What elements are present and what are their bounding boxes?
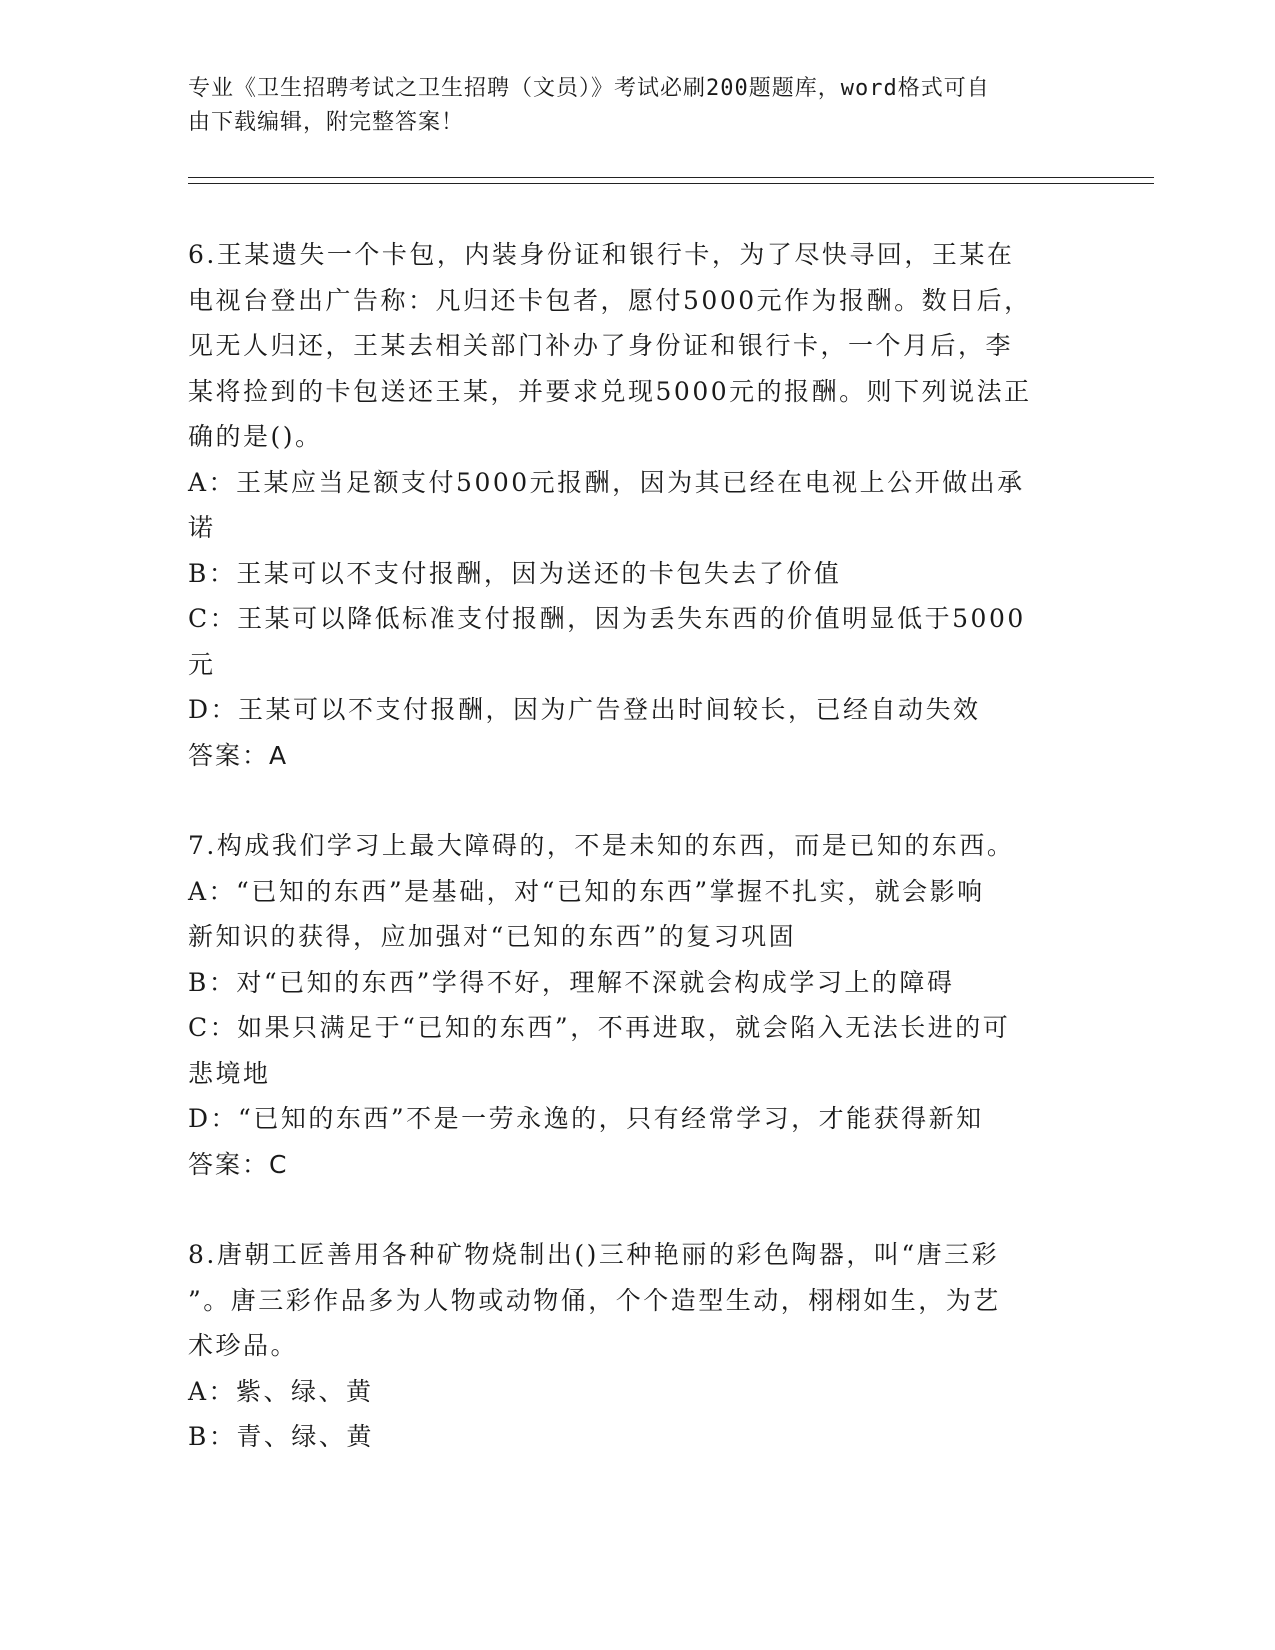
spacer (188, 778, 1078, 823)
question-stem-line: 7.构成我们学习上最大障碍的，不是未知的东西，而是已知的东西。 (188, 831, 1015, 860)
option-line: A：“已知的东西”是基础，对“已知的东西”掌握不扎实，就会影响 (188, 876, 985, 906)
header-divider-bottom (188, 183, 1154, 184)
question-stem-line: 8.唐朝工匠善用各种矿物烧制出()三种艳丽的彩色陶器，叫“唐三彩 (188, 1240, 1000, 1269)
spacer (188, 1187, 1078, 1232)
question-8 (188, 1232, 1078, 1460)
option-line: C：如果只满足于“已知的东西”，不再进取，就会陷入无法长进的可 (188, 1013, 1011, 1042)
document-header (188, 72, 1068, 140)
option-line: D：王某可以不支付报酬，因为广告登出时间较长，已经自动失效 (188, 695, 981, 724)
question-stem-line: ”。唐三彩作品多为人物或动物俑，个个造型生动，栩栩如生，为艺 (188, 1285, 1001, 1315)
option-line: B：王某可以不支付报酬，因为送还的卡包失去了价值 (188, 558, 842, 588)
option-line: 悲境地 (188, 1058, 271, 1088)
option-line: A：王某应当足额支付5000元报酬，因为其已经在电视上公开做出承 (188, 467, 1025, 497)
question-stem-line: 电视台登出广告称：凡归还卡包者，愿付5000元作为报酬。数日后， (188, 285, 1032, 315)
answer-label: 答案：C (188, 1149, 289, 1179)
question-list (188, 232, 1078, 1460)
question-stem-line: 6.王某遗失一个卡包，内装身份证和银行卡，为了尽快寻回，王某在 (188, 240, 1015, 269)
option-line: A：紫、绿、黄 (188, 1376, 374, 1406)
header-line: 专业《卫生招聘考试之卫生招聘（文员）》考试必刷200题题库，word格式可自 (188, 76, 990, 101)
question-stem-line: 见无人归还，王某去相关部门补办了身份证和银行卡，一个月后，李 (188, 331, 1014, 360)
option-line: 新知识的获得，应加强对“已知的东西”的复习巩固 (188, 922, 797, 951)
header-line: 由下载编辑，附完整答案！ (188, 110, 465, 135)
question-6 (188, 232, 1078, 778)
option-line: B：青、绿、黄 (188, 1422, 374, 1451)
option-line: C：王某可以降低标准支付报酬，因为丢失东西的价值明显低于5000 (188, 604, 1026, 633)
option-line: 诺 (188, 513, 216, 542)
answer-label: 答案：A (188, 740, 289, 770)
question-7 (188, 823, 1078, 1187)
question-stem-line: 某将捡到的卡包送还王某，并要求兑现5000元的报酬。则下列说法正 (188, 376, 1032, 406)
option-line: B：对“已知的东西”学得不好，理解不深就会构成学习上的障碍 (188, 967, 955, 997)
header-divider-top (188, 177, 1154, 178)
question-stem-line: 确的是()。 (188, 422, 323, 451)
question-stem-line: 术珍品。 (188, 1331, 299, 1360)
option-line: 元 (188, 649, 216, 679)
option-line: D：“已知的东西”不是一劳永逸的，只有经常学习，才能获得新知 (188, 1104, 984, 1133)
